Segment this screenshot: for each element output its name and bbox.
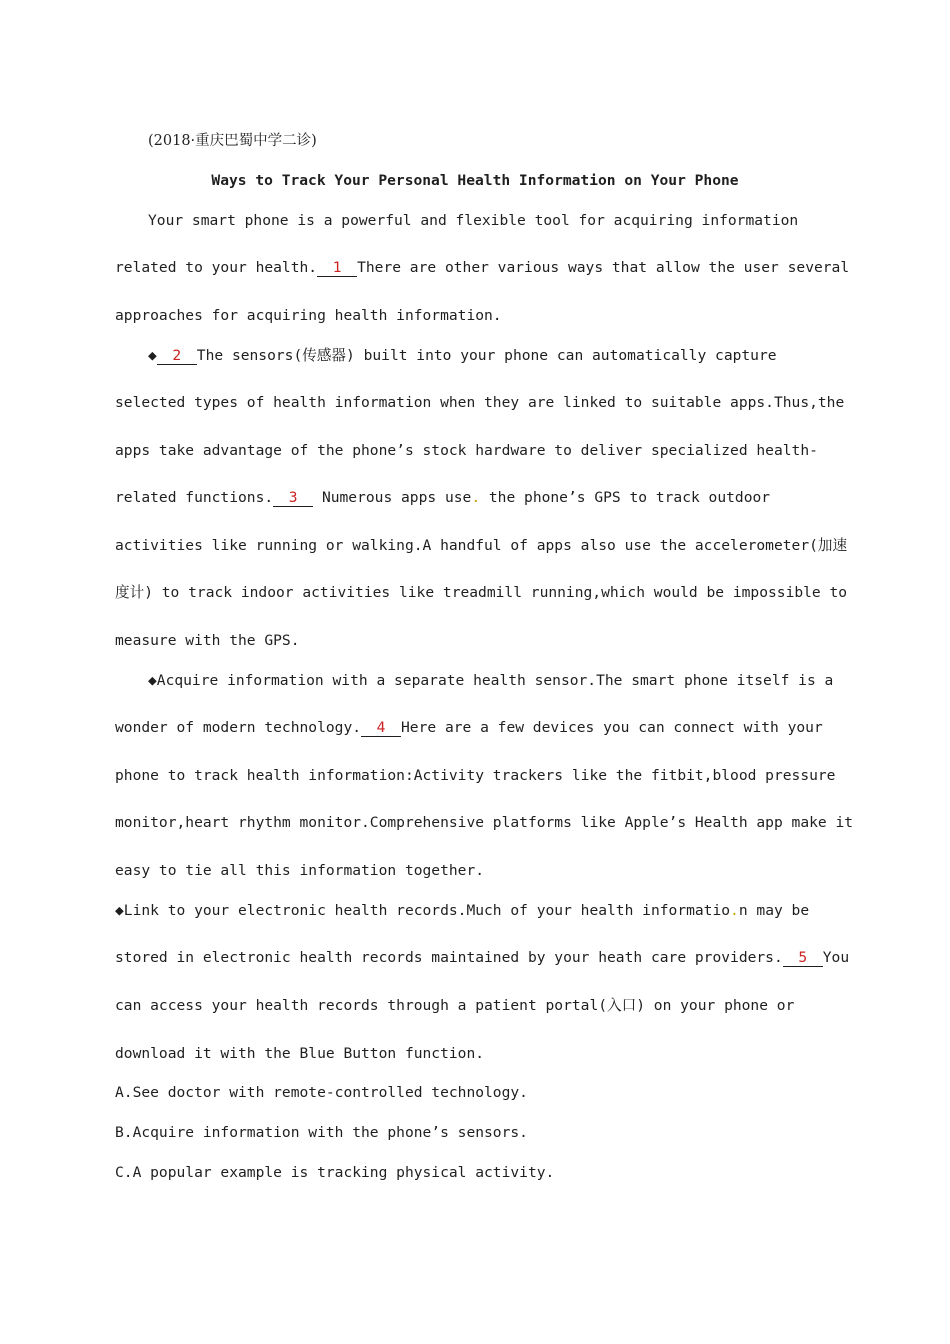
paragraph-3-line-2: wonder of modern technology. 4 Here are a few devices you can connect with your [115,719,823,736]
blank-5: 5 [783,949,823,967]
paragraph-4-line-4: download it with the Blue Button function. [115,1045,485,1062]
paragraph-3-line-5: easy to tie all this information together. [115,862,485,879]
source-label: (2018·重庆巴蜀中学二诊) [148,133,317,149]
blank-2: 2 [157,347,197,365]
option-a: A.See doctor with remote-controlled technology. [115,1084,528,1101]
paragraph-1-line-2: related to your health. 1 There are other various ways that allow the user several [115,259,850,276]
paragraph-2-line-1: ◆ 2 The sensors(传感器) built into your phone can automatically capture [148,347,777,364]
paragraph-4-line-3: can access your health records through a patient portal(入口) on your phone or [115,997,795,1014]
blank-3: 3 [273,489,313,507]
paragraph-2-line-7: measure with the GPS. [115,632,300,649]
passage-title: Ways to Track Your Personal Health Information on Your Phone [211,172,739,189]
blank-4: 4 [361,719,401,737]
paragraph-4-line-2: stored in electronic health records maintained by your heath care providers. 5 You [115,949,850,966]
paragraph-4-line-1: ◆Link to your electronic health records.Much of your health informatio.n may be [115,902,810,919]
blank-1: 1 [317,259,357,277]
option-c: C.A popular example is tracking physical activity. [115,1164,555,1181]
watermark-dot: . [730,902,739,919]
paragraph-2-line-6: 度计) to track indoor activities like treadmill running,which would be impossible to [115,584,848,601]
paragraph-3-line-1: ◆Acquire information with a separate health sensor.The smart phone itself is a [148,672,834,689]
paragraph-2-line-4: related functions. 3 Numerous apps use. the phone’s GPS to track outdoor [115,489,771,506]
watermark-dot: . [471,489,481,506]
paragraph-1-line-1: Your smart phone is a powerful and flexible tool for acquiring information [148,212,799,229]
option-b: B.Acquire information with the phone’s sensors. [115,1124,528,1141]
paragraph-3-line-3: phone to track health information:Activity trackers like the fitbit,blood pressure [115,767,836,784]
paragraph-1-line-3: approaches for acquiring health information. [115,307,502,324]
paragraph-2-line-3: apps take advantage of the phone’s stock hardware to deliver specialized health- [115,442,818,459]
paragraph-3-line-4: monitor,heart rhythm monitor.Comprehensive platforms like Apple’s Health app make it [115,814,854,831]
diamond-bullet-icon: ◆ [148,347,157,364]
paragraph-2-line-2: selected types of health information when they are linked to suitable apps.Thus,the [115,394,845,411]
paragraph-2-line-5: activities like running or walking.A handful of apps also use the accelerometer(加速 [115,537,848,554]
